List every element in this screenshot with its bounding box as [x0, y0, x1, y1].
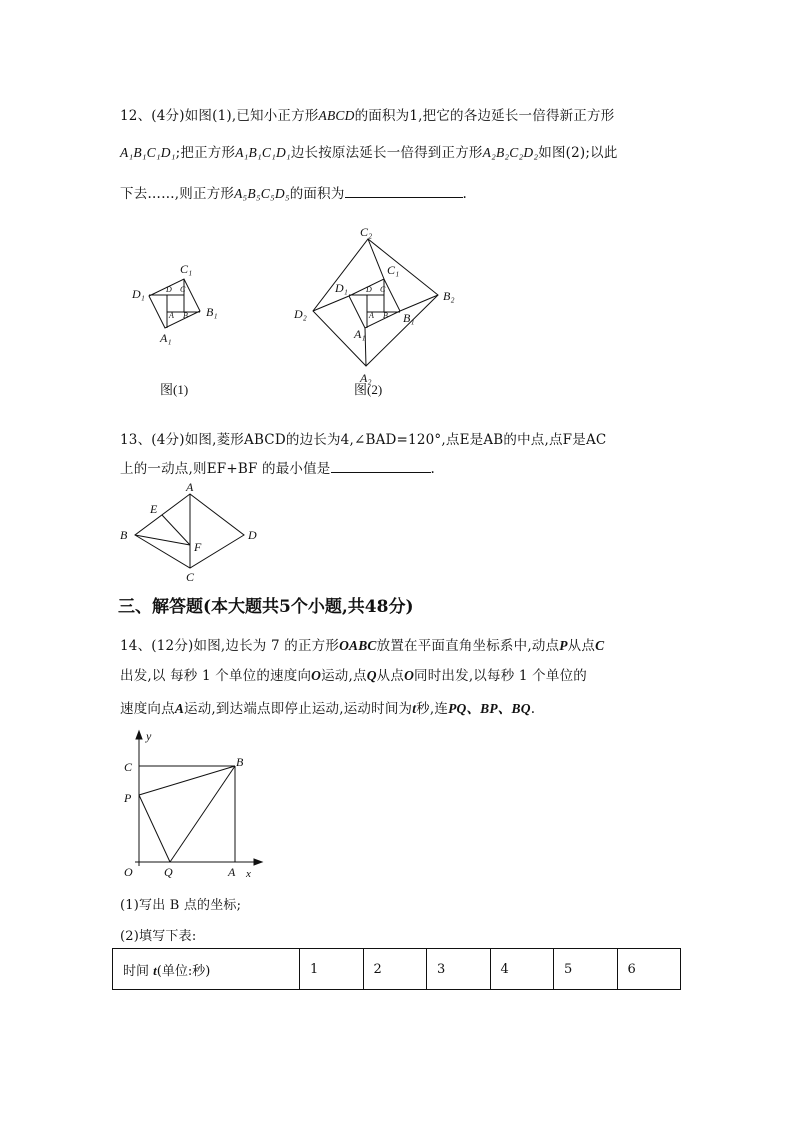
q14-text: 速度向点 [120, 701, 175, 717]
header-var-t: t [153, 962, 157, 978]
q14-text: 从点 [376, 668, 405, 684]
label-rh-d: D [248, 528, 257, 542]
q14-var: C [595, 638, 605, 653]
table-cell: 2 [363, 949, 427, 990]
figure-1-labels [131, 262, 218, 397]
q14-text: 运动,到达端点即停止运动,运动时间为 [184, 701, 413, 717]
segment-pq [139, 795, 170, 862]
q13-text: . [430, 461, 436, 477]
y-axis-arrow [136, 731, 142, 739]
q14-text: 出发,以 每秒 1 个单位的速度向 [120, 668, 312, 684]
label-b1: B₁ [206, 305, 218, 319]
label-d1-fig2: D₁ [335, 281, 348, 295]
q13-line-2 [120, 457, 435, 477]
q13-text: 13、(4分)如图,菱形ABCD的边长为4,∠BAD=120°,点E是AB的中点,点F是AC [120, 432, 607, 448]
label-a: A [169, 311, 174, 320]
label-d2: D₂ [294, 307, 307, 321]
label-a-fig2: A [369, 311, 374, 320]
table-cell: 1 [300, 949, 364, 990]
q12-square-name: A₅B₅C₅D₅ [234, 186, 290, 201]
label-c1-fig2: C₁ [387, 263, 400, 277]
q14-text: 放置在平面直角坐标系中,动点 [376, 638, 560, 654]
figure-2-labels [293, 225, 455, 397]
q12-text: 如图(2);以此 [538, 145, 618, 161]
label-pt-a: A [228, 865, 236, 879]
q14-part-1: (1)写出 B 点的坐标; [120, 898, 242, 913]
q12-text: . [462, 186, 468, 202]
q12-square-name: A₁B₁C₁D₁ [120, 145, 176, 160]
extension-a1b1 [400, 295, 438, 311]
square-abcd-fig2 [367, 295, 384, 312]
label-pt-p: P [124, 791, 132, 805]
q14-text: . [530, 701, 536, 717]
q14-var: Q [366, 668, 377, 683]
label-c2: C₂ [360, 225, 373, 239]
q14-var: O [311, 668, 322, 683]
label-axis-x: x [246, 868, 251, 880]
q14-text: 14、(12分)如图,边长为 7 的正方形 [120, 638, 340, 654]
q14-var: OABC [339, 638, 377, 653]
label-c1: C₁ [180, 262, 193, 276]
label-b: B [183, 311, 188, 320]
label-b1-fig2: B₁ [403, 311, 415, 325]
figure-2 [313, 239, 438, 366]
q12-square-name: A₂B₂C₂D₂ [482, 145, 539, 160]
q14-var: O [404, 668, 415, 683]
label-rh-e: E [150, 502, 158, 516]
q13-text: 上的一动点,则EF+BF 的最小值是 [120, 461, 331, 477]
label-rh-a: A [186, 480, 194, 494]
square-a1b1c1d1-fig2 [349, 279, 400, 328]
q14-line-1 [120, 634, 604, 654]
q14-line-3 [120, 697, 535, 717]
label-a2: A₂ [360, 371, 372, 385]
label-d: D [166, 285, 172, 294]
label-a1: A₁ [160, 331, 172, 345]
table-cell: 5 [554, 949, 618, 990]
q14-var: t [412, 701, 417, 716]
label-rh-b: B [120, 528, 128, 542]
table-cell: 3 [427, 949, 491, 990]
q13-line-1 [120, 428, 606, 448]
time-table [112, 948, 681, 990]
q14-var: P [559, 638, 568, 653]
label-c-fig2: C [380, 285, 386, 294]
segment-qb [170, 766, 235, 862]
q12-text: ;把正方形 [175, 145, 236, 161]
header-text: 时间 [123, 963, 154, 979]
table-row [113, 949, 681, 990]
q14-text: 运动,点 [321, 668, 367, 684]
q14-line-2 [120, 664, 587, 684]
figure-1 [149, 279, 200, 328]
fig1-caption: 图(1) [160, 382, 189, 397]
q12-square-name: ABCD [318, 108, 355, 123]
square-a1b1c1d1 [149, 279, 200, 328]
table-header-cell [113, 949, 300, 990]
label-a1-fig2: A₁ [354, 327, 366, 341]
q12-text: 下去……,则正方形 [120, 186, 235, 202]
label-d1: D₁ [132, 287, 145, 301]
q14-text: 秒,连 [416, 701, 449, 717]
q12-text: 12、(4分)如图(1),已知小正方形 [120, 108, 319, 124]
coordinate-figure [135, 731, 262, 866]
q12-text: 的面积为 [289, 186, 345, 202]
header-unit: (单位:秒) [156, 963, 211, 979]
q14-var: PQ、BP、BQ [448, 701, 531, 716]
label-axis-y: y [146, 729, 152, 743]
label-b2: B₂ [443, 289, 455, 303]
segment-pb [139, 766, 235, 795]
label-pt-c: C [124, 760, 133, 774]
square-abcd [167, 295, 184, 312]
label-d-fig2: D [366, 285, 372, 294]
fig2-caption: 图(2) [354, 382, 383, 397]
section-heading: 三、解答题(本大题共5个小题,共48分) [118, 597, 414, 617]
label-pt-q: Q [164, 865, 173, 879]
q12-square-name: A₁B₁C₁D₁ [235, 145, 291, 160]
x-axis-arrow [254, 859, 262, 865]
label-rh-c: C [186, 570, 195, 584]
q12-text: 的面积为1,把它的各边延长一倍得新正方形 [354, 108, 615, 124]
table-cell: 4 [490, 949, 554, 990]
label-rh-f: F [194, 540, 202, 554]
table-cell: 6 [617, 949, 681, 990]
q13-answer-blank[interactable] [331, 471, 431, 473]
label-b-fig2: B [383, 311, 388, 320]
label-pt-o: O [124, 865, 133, 879]
coordinate-labels [123, 729, 251, 880]
label-c: C [180, 285, 186, 294]
q12-text: 边长按原法延长一倍得到正方形 [290, 145, 483, 161]
label-pt-b: B [236, 755, 244, 769]
q14-text: 从点 [567, 638, 596, 654]
q14-var: A [174, 701, 185, 716]
q14-text: 同时出发,以每秒 1 个单位的 [414, 668, 587, 684]
q14-part-2: (2)填写下表: [120, 929, 197, 944]
